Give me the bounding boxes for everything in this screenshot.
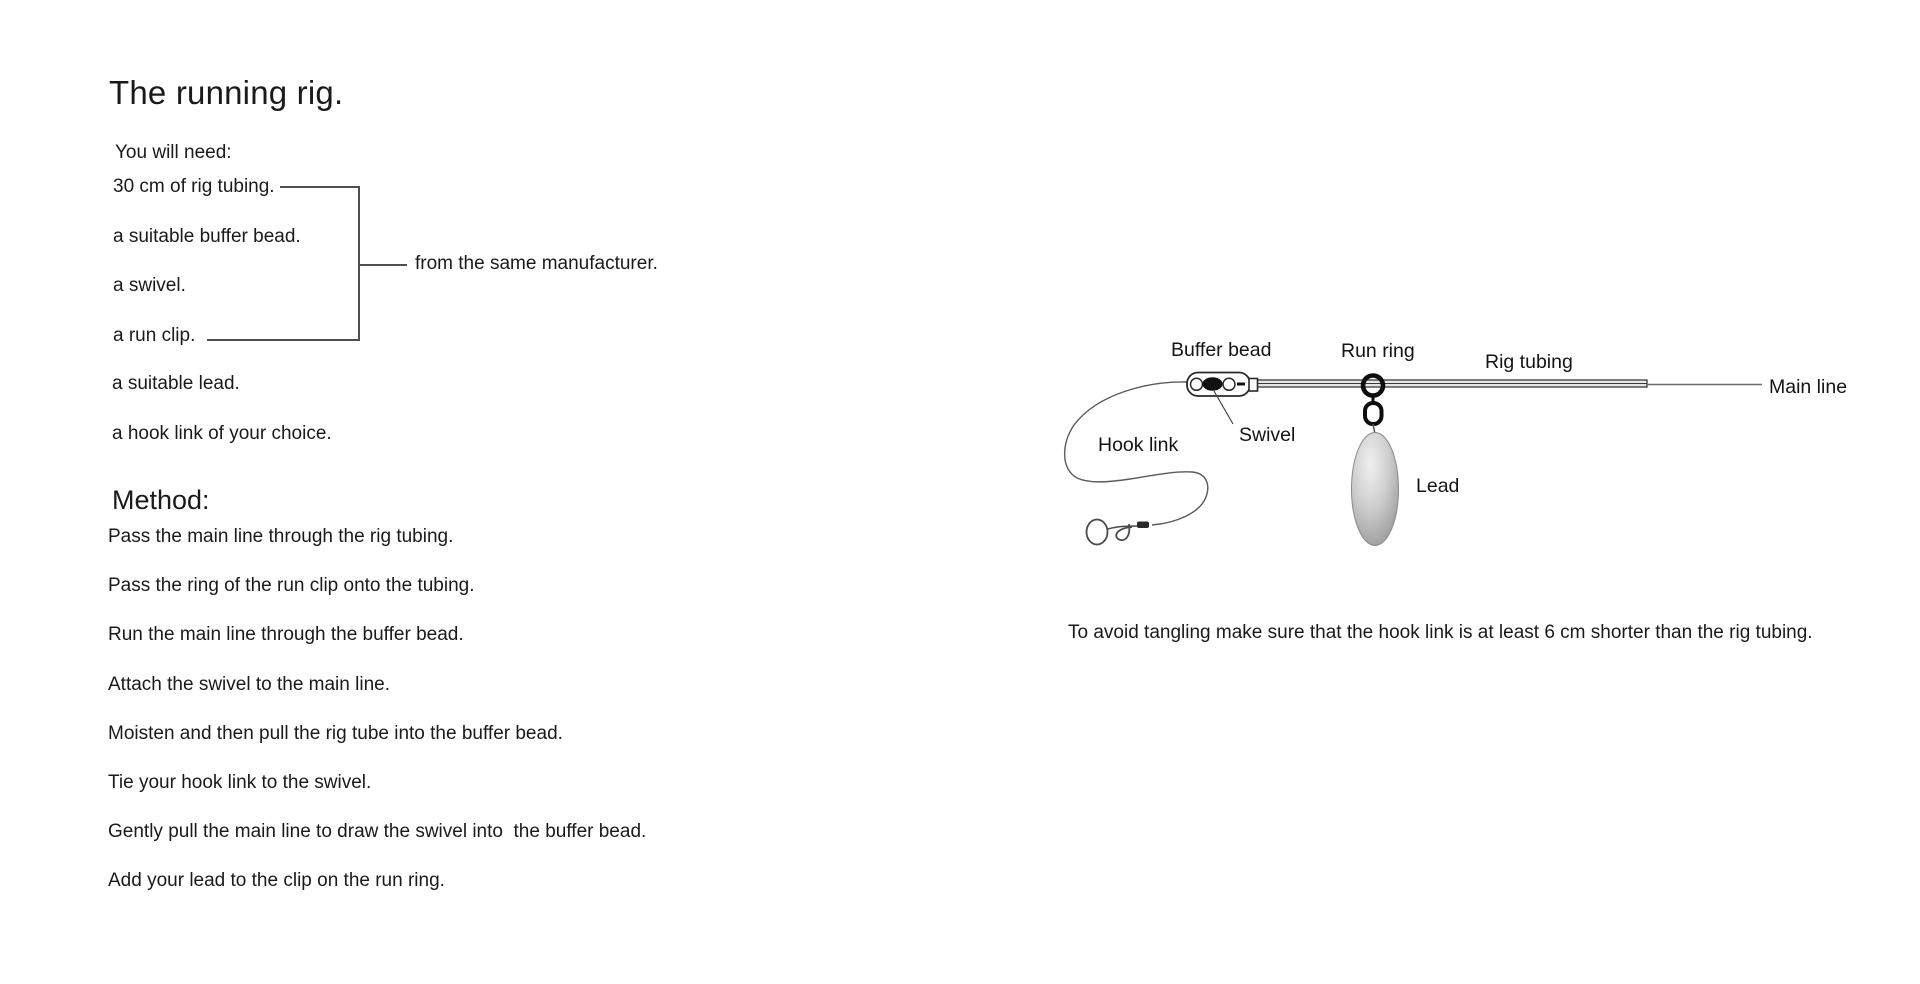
buffer-bead-collar [1249, 379, 1258, 392]
lead-weight [1352, 433, 1399, 546]
lead-label: Lead [1416, 475, 1460, 497]
rig-tubing-label: Rig tubing [1485, 351, 1573, 373]
swivel-label: Swivel [1239, 424, 1296, 446]
method-heading: Method: [112, 485, 210, 515]
method-step-6: Tie your hook link to the swivel. [108, 772, 372, 793]
bracket-note: from the same manufacturer. [415, 253, 658, 274]
method-step-3: Run the main line through the buffer bead. [108, 624, 464, 645]
hook-link-label: Hook link [1098, 434, 1179, 456]
method-step-8: Add your lead to the clip on the run ring. [108, 870, 445, 891]
method-step-7: Gently pull the main line to draw the swivel into the buffer bead. [108, 821, 647, 842]
need-item-buffer-bead: a suitable buffer bead. [113, 226, 301, 247]
method-step-1: Pass the main line through the rig tubing. [108, 526, 454, 547]
method-step-4: Attach the swivel to the main line. [108, 674, 390, 695]
buffer-bead-left-bead [1191, 378, 1203, 390]
need-item-rig-tubing: 30 cm of rig tubing. [113, 176, 275, 197]
page-title: The running rig. [109, 74, 344, 111]
bracket-middle-stub [358, 264, 407, 266]
running-rig-diagram [1040, 330, 1920, 580]
run-ring-label: Run ring [1341, 340, 1415, 362]
method-step-5: Moisten and then pull the rig tube into the buffer bead. [108, 723, 563, 744]
main-line-label: Main line [1769, 376, 1848, 398]
need-heading: You will need: [115, 142, 232, 163]
need-item-swivel: a swivel. [113, 275, 186, 296]
method-step-2: Pass the ring of the run clip onto the tubing. [108, 575, 475, 596]
bracket-top-stub [280, 186, 360, 188]
buffer-bead-label: Buffer bead [1171, 339, 1272, 361]
need-item-run-clip: a run clip. [113, 325, 196, 346]
need-item-lead: a suitable lead. [112, 373, 240, 394]
run-clip-barrel [1365, 403, 1382, 424]
hook-eye-ring [1087, 520, 1108, 545]
swivel-body [1203, 377, 1223, 391]
buffer-bead-right-bead [1223, 378, 1235, 390]
bracket-bottom-stub [207, 339, 360, 341]
tangling-note: To avoid tangling make sure that the hook link is at least 6 cm shorter than the rig tubing. [1068, 622, 1813, 643]
hook-knot [1137, 522, 1149, 529]
need-item-hook-link: a hook link of your choice. [112, 423, 332, 444]
